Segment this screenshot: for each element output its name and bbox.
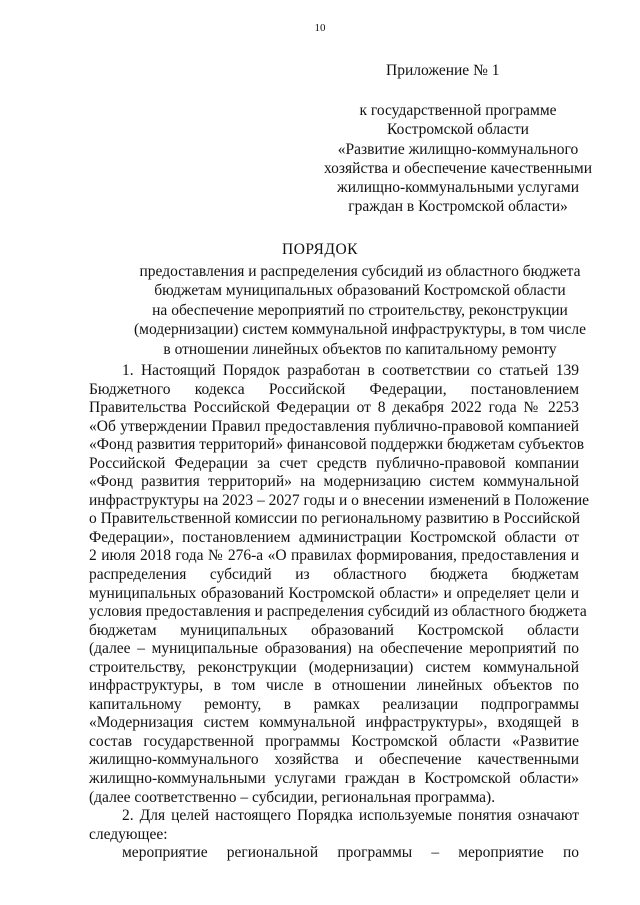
appendix-title: Приложение № 1 [386, 62, 500, 79]
paragraph-2-line: 2. Для целей настоящего Порядка используемые понятия означают [122, 807, 579, 825]
paragraph-1-line: инфраструктуры на 2023 – 2027 годы и о внесении изменений в Положение [89, 491, 590, 509]
subtitle-line: бюджетам муниципальных образований Костромской области [154, 282, 566, 300]
paragraph-1-line: 1. Настоящий Порядок разработан в соответствии со статьей 139 [122, 362, 579, 379]
paragraph-1-line: распределения субсидий из областного бюджета бюджетам [89, 566, 579, 584]
paragraph-1-line: Федерации», постановлением администрации Костромской области от [89, 528, 579, 546]
subtitle-line: предоставления и распределения субсидий из областного бюджета [139, 263, 581, 280]
paragraph-1-line: жилищно-коммунальными услугами граждан в Костромской области» [89, 770, 579, 788]
paragraph-1-line: «Фонд развития территорий» на модернизацию систем коммунальной [89, 473, 579, 491]
appendix-line: к государственной программе [359, 102, 557, 119]
paragraph-1-line: Бюджетного кодекса Российской Федерации, постановлением [89, 380, 579, 398]
appendix-line: хозяйства и обеспечение качественными [323, 159, 593, 177]
subtitle-line: на обеспечение мероприятий по строительству, реконструкции [152, 301, 568, 319]
paragraph-1-line: муниципальных образований Костромской области» и определяет цели и [89, 584, 579, 602]
paragraph-1-line: «Модернизация систем коммунальной инфраструктуры», входящей в [89, 714, 579, 732]
order-title: ПОРЯДОК [282, 241, 358, 258]
appendix-line: граждан в Костромской области» [348, 198, 568, 216]
appendix-line: жилищно-коммунальными услугами [337, 179, 579, 197]
page-number: 10 [314, 22, 326, 34]
paragraph-2-line: следующее: [89, 825, 168, 843]
paragraph-1-line: капитальному ремонту, в рамках реализации подпрограммы [89, 695, 579, 713]
paragraph-1-line: «Фонд развития территорий» финансовой поддержки бюджетам субъектов [89, 436, 585, 454]
subtitle-line: в отношении линейных объектов по капитальному ремонту [163, 340, 557, 358]
subtitle-line: (модернизации) систем коммунальной инфраструктуры, в том числе [133, 321, 587, 339]
paragraph-1-line: условия предоставления и распределения субсидий из областного бюджета [89, 603, 587, 621]
paragraph-1-line: о Правительственной комиссии по региональному развитию в Российской [89, 510, 581, 528]
paragraph-1-line: Правительства Российской Федерации от 8 декабря 2022 года № 2253 [89, 399, 579, 417]
appendix-line: «Развитие жилищно-коммунального [337, 140, 579, 158]
paragraph-1-line: жилищно-коммунального хозяйства и обеспечение качественными [89, 751, 579, 769]
paragraph-1-line: (далее – муниципальные образования) на обеспечение мероприятий по [89, 640, 579, 658]
order-subtitle [60, 262, 640, 359]
paragraph-1-line: 2 июля 2018 года № 276-а «О правилах формирования, предоставления и [89, 547, 579, 565]
appendix-reference [300, 101, 616, 217]
paragraph-1-line: бюджетам муниципальных образований Костромской области [89, 621, 579, 639]
paragraph-1-line: «Об утверждении Правил предоставления публично-правовой компанией [89, 417, 579, 435]
paragraph-1-line: инфраструктуры, в том числе в отношении линейных объектов по [89, 677, 579, 695]
paragraph-1-line: (далее соответственно – субсидии, региональная программа). [89, 788, 496, 806]
paragraph-1-line: состав государственной программы Костромской области «Развитие [89, 732, 579, 750]
paragraph-3-line: мероприятие региональной программы – мероприятие по [122, 844, 579, 862]
paragraph-1-line: Российской Федерации за счет средств публично-правовой компании [89, 454, 579, 472]
appendix-line: Костромской области [387, 121, 529, 139]
paragraph-1-line: строительству, реконструкции (модернизации) систем коммунальной [89, 658, 579, 676]
body-text [89, 362, 590, 863]
